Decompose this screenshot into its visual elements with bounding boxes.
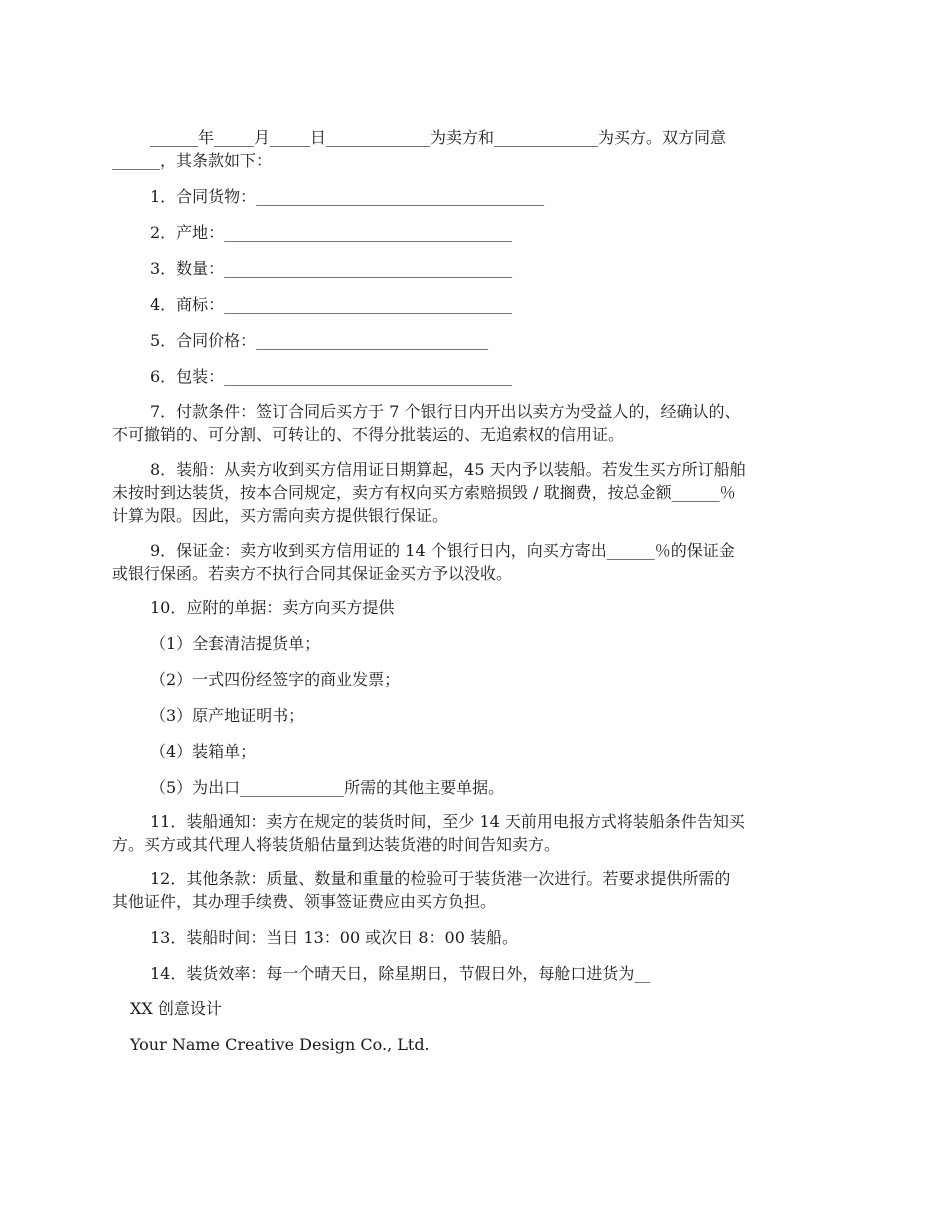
intro-line-1: ______年_____月_____日_____________为卖方和_____________为买方。双方同意 [150, 128, 727, 147]
clause-2: 2．产地：____________________________________ [150, 223, 513, 242]
clause-12-line-2: 其他证件，其办理手续费、领事签证费应由买方负担。 [112, 892, 497, 911]
company-name-cn: XX 创意设计 [130, 999, 222, 1018]
clause-10-doc-3: （3）原产地证明书； [150, 706, 305, 725]
clause-10-doc-5: （5）为出口_____________所需的其他主要单据。 [150, 778, 505, 797]
clause-1: 1．合同货物：____________________________________ [150, 187, 545, 206]
intro-line-2: ______，其条款如下： [112, 151, 273, 170]
clause-11-line-1: 11．装船通知：卖方在规定的装货时间，至少 14 天前用电报方式将装船条件告知买 [150, 812, 745, 831]
clause-7-line-2: 不可撤销的、可分割、可转让的、不得分批装运的、无追索权的信用证。 [112, 425, 625, 444]
clause-9-line-1: 9．保证金：卖方收到买方信用证的 14 个银行日内，向买方寄出______％的保证金 [150, 541, 735, 560]
clause-7-line-1: 7．付款条件：签订合同后买方于 7 个银行日内开出以卖方为受益人的，经确认的、 [150, 402, 741, 421]
company-name-en: Your Name Creative Design Co., Ltd. [130, 1035, 430, 1054]
clause-13: 13．装船时间：当日 13：00 或次日 8：00 装船。 [150, 928, 518, 947]
clause-10-doc-1: （1）全套清洁提货单； [150, 634, 321, 653]
clause-8-line-2: 未按时到达装货，按本合同规定，卖方有权向买方索赔损毁 / 耽搁费，按总金额______％ [112, 483, 736, 502]
clause-9-line-2: 或银行保函。若卖方不执行合同其保证金买方予以没收。 [112, 564, 513, 583]
clause-10-doc-4: （4）装箱单； [150, 742, 257, 761]
clause-10: 10．应附的单据：卖方向买方提供 [150, 598, 395, 617]
clause-11-line-2: 方。买方或其代理人将装货船估量到达装货港的时间告知卖方。 [112, 835, 561, 854]
clause-6: 6．包装：____________________________________ [150, 367, 513, 386]
clause-8-line-1: 8．装船：从卖方收到买方信用证日期算起，45 天内予以装船。若发生买方所订船舶 [150, 460, 746, 479]
clause-5: 5．合同价格：_____________________________ [150, 331, 489, 350]
clause-14: 14．装货效率：每一个晴天日，除星期日，节假日外，每舱口进货为__ [150, 964, 651, 983]
clause-4: 4．商标：____________________________________ [150, 295, 513, 314]
clause-10-doc-2: （2）一式四份经签字的商业发票； [150, 670, 401, 689]
clause-12-line-1: 12．其他条款：质量、数量和重量的检验可于装货港一次进行。若要求提供所需的 [150, 869, 731, 888]
clause-3: 3．数量：____________________________________ [150, 259, 513, 278]
clause-8-line-3: 计算为限。因此，买方需向卖方提供银行保证。 [112, 506, 449, 525]
